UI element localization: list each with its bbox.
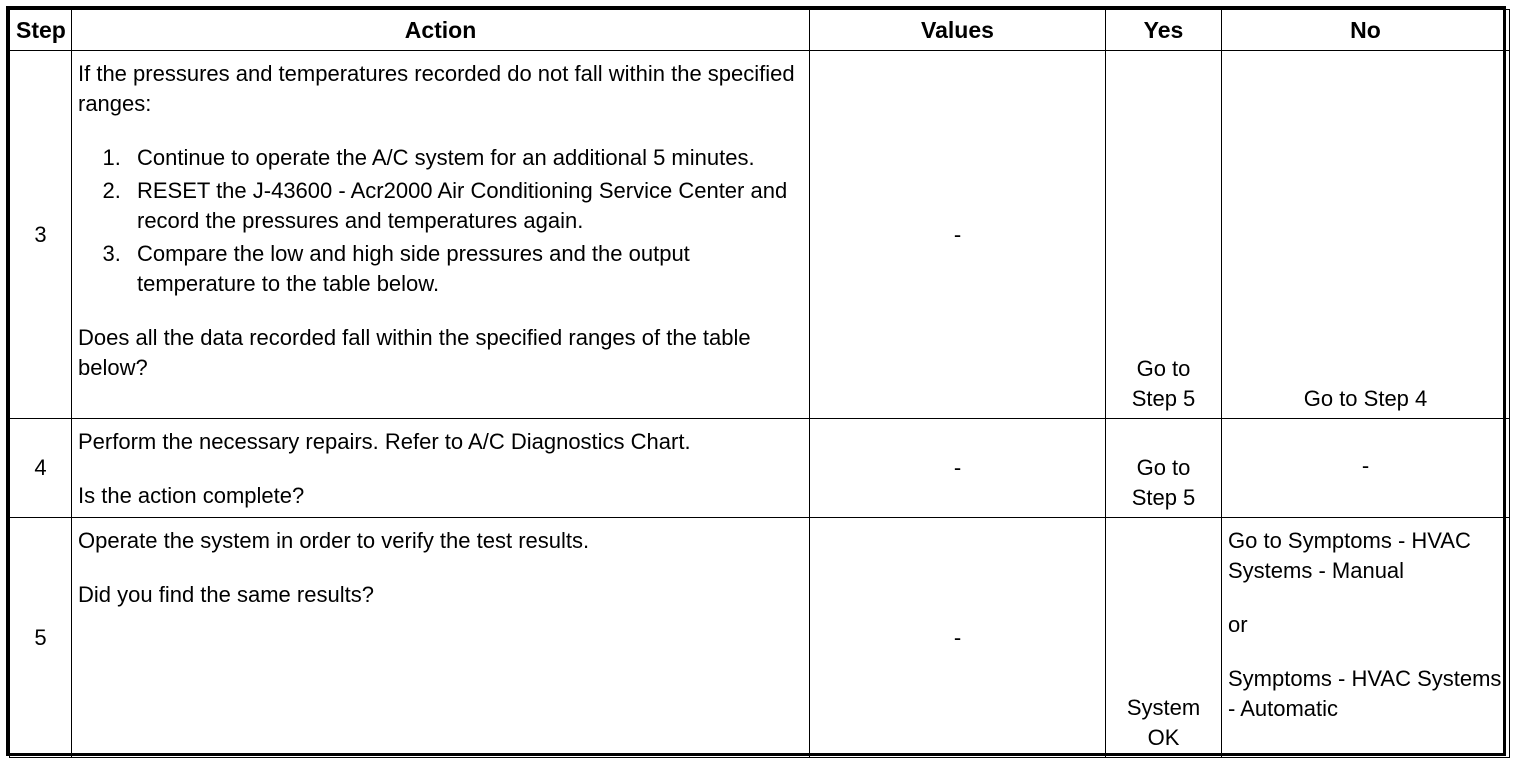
action-step-item: 3. Compare the low and high side pressures and the output temperature to the table below. [127,239,803,299]
table-row-step-5 [10,518,1510,758]
no-option-or: or [1228,612,1248,637]
action-intro: Perform the necessary repairs. Refer to A/C Diagnostics Chart. [78,429,691,454]
action-cell [72,419,810,518]
action-cell [72,51,810,419]
action-intro: Operate the system in order to verify the test results. [78,528,590,553]
header-no: No [1222,10,1510,51]
yes-cell: System OK [1106,518,1222,758]
diagnostic-table [9,9,1510,758]
step-number: 5 [10,518,72,758]
header-step: Step [10,10,72,51]
action-question: Did you find the same results? [78,582,374,607]
no-cell [1222,518,1510,758]
yes-cell: Go to Step 5 [1106,419,1222,518]
header-row [10,10,1510,51]
action-intro: If the pressures and temperatures recorded do not fall within the specified ranges: [78,61,795,116]
action-cell [72,518,810,758]
action-steps-list [78,143,803,299]
values-cell: - [810,518,1106,758]
table-row-step-4 [10,419,1510,518]
action-question: Is the action complete? [78,483,305,508]
no-option-manual: Go to Symptoms - HVAC Systems - Manual [1228,528,1471,583]
step-number: 4 [10,419,72,518]
header-yes: Yes [1106,10,1222,51]
no-cell: Go to Step 4 [1222,51,1510,419]
no-cell: - [1222,419,1510,518]
header-values: Values [810,10,1106,51]
action-question: Does all the data recorded fall within the specified ranges of the table below? [78,325,751,380]
step-number: 3 [10,51,72,419]
action-step-item: 1. Continue to operate the A/C system for an additional 5 minutes. [127,143,803,173]
table-row-step-3 [10,51,1510,419]
values-cell: - [810,51,1106,419]
action-step-item: 2. RESET the J-43600 - Acr2000 Air Conditioning Service Center and record the pressures and temperatures again. [127,176,803,236]
diagnostic-table-frame [6,6,1506,756]
no-option-automatic: Symptoms - HVAC Systems - Automatic [1228,666,1502,721]
header-action: Action [72,10,810,51]
values-cell: - [810,419,1106,518]
yes-cell: Go to Step 5 [1106,51,1222,419]
